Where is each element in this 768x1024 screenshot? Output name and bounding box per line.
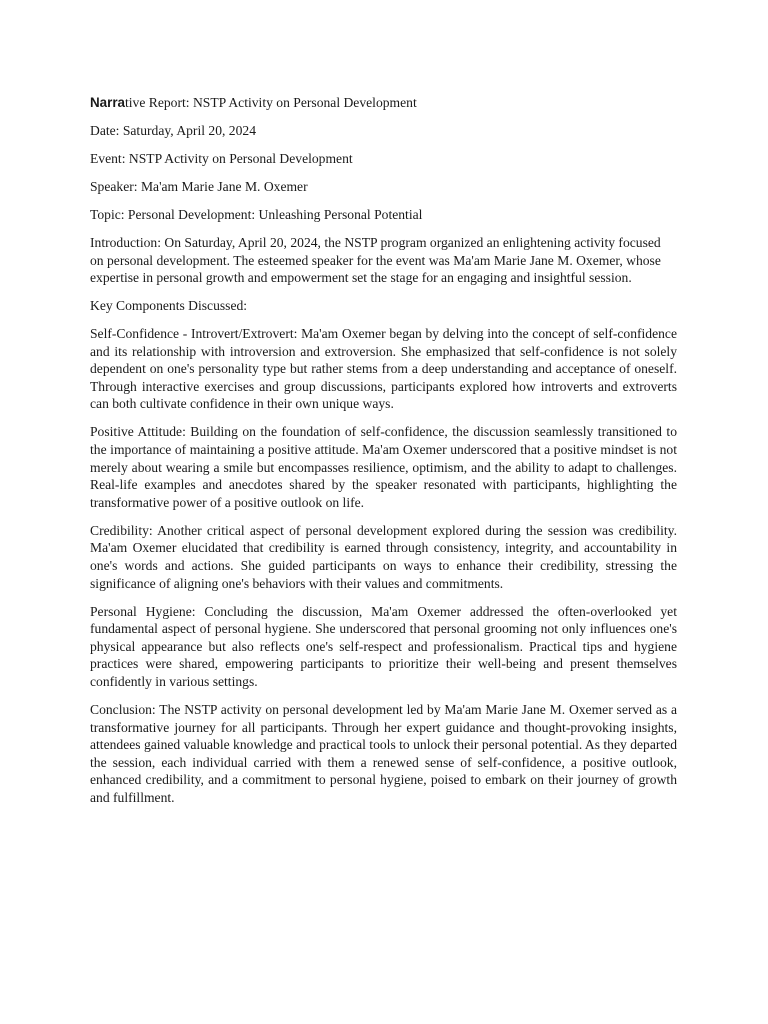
introduction-paragraph: Introduction: On Saturday, April 20, 2024, the NSTP program organized an enlightening activity focused on personal development. The esteemed speaker for the event was Ma'am Marie Jane M. Oxemer, whose expertise in personal growth and empowerment set the stage for an engaging and insightful session. bbox=[90, 234, 661, 286]
date-line: Date: Saturday, April 20, 2024 bbox=[90, 122, 256, 138]
topic-line: Topic: Personal Development: Unleashing Personal Potential bbox=[90, 206, 423, 222]
document-title bbox=[90, 94, 677, 112]
document-page bbox=[90, 94, 677, 817]
speaker-line: Speaker: Ma'am Marie Jane M. Oxemer bbox=[90, 178, 308, 194]
credibility-paragraph: Credibility: Another critical aspect of personal development explored during the session was credibility. Ma'am Oxemer elucidated that credibility is earned through consistency, integrity, and accountability in one's words and actions. She guided participants on ways to enhance their credibility, stressing the significance of aligning one's behaviors with their values and commitments. bbox=[90, 522, 677, 591]
event-line: Event: NSTP Activity on Personal Development bbox=[90, 150, 353, 166]
personal-hygiene-paragraph: Personal Hygiene: Concluding the discussion, Ma'am Oxemer addressed the often-overlooked yet fundamental aspect of personal hygiene. She underscored that personal grooming not only influences one's physical appearance but also reflects one's self-respect and professionalism. Practical tips and hygiene practices were shared, empowering participants to prioritize their well-being and present themselves confidently in various settings. bbox=[90, 603, 677, 689]
title-lead: Narra bbox=[90, 95, 125, 110]
key-components-heading: Key Components Discussed: bbox=[90, 298, 248, 314]
positive-attitude-paragraph: Positive Attitude: Building on the foundation of self-confidence, the discussion seamlessly transitioned to the importance of maintaining a positive attitude. Ma'am Oxemer underscored that a positive mindset is not merely about wearing a smile but encompasses resilience, optimism, and the ability to adapt to challenges. Real-life examples and anecdotes shared by the speaker resonated with participants, highlighting the transformative power of a positive outlook on life. bbox=[90, 424, 677, 510]
conclusion-paragraph: Conclusion: The NSTP activity on personal development led by Ma'am Marie Jane M. Oxemer served as a transformative journey for all participants. Through her expert guidance and thought-provoking insights, attendees gained valuable knowledge and practical tools to unlock their personal potential. As they departed the session, each individual carried with them a renewed sense of self-confidence, a positive outlook, enhanced credibility, and a commitment to personal hygiene, poised to embark on their journey of growth and fulfillment. bbox=[90, 701, 677, 805]
self-confidence-paragraph: Self-Confidence - Introvert/Extrovert: Ma'am Oxemer began by delving into the concept of self-confidence and its relationship with introversion and extroversion. She emphasized that self-confidence is not solely dependent on one's personality type but rather stems from a deep understanding and acceptance of oneself. Through interactive exercises and group discussions, participants explored how introverts and extroverts can both cultivate confidence in their own unique ways. bbox=[90, 326, 677, 412]
title-rest: tive Report: NSTP Activity on Personal Development bbox=[125, 95, 417, 110]
